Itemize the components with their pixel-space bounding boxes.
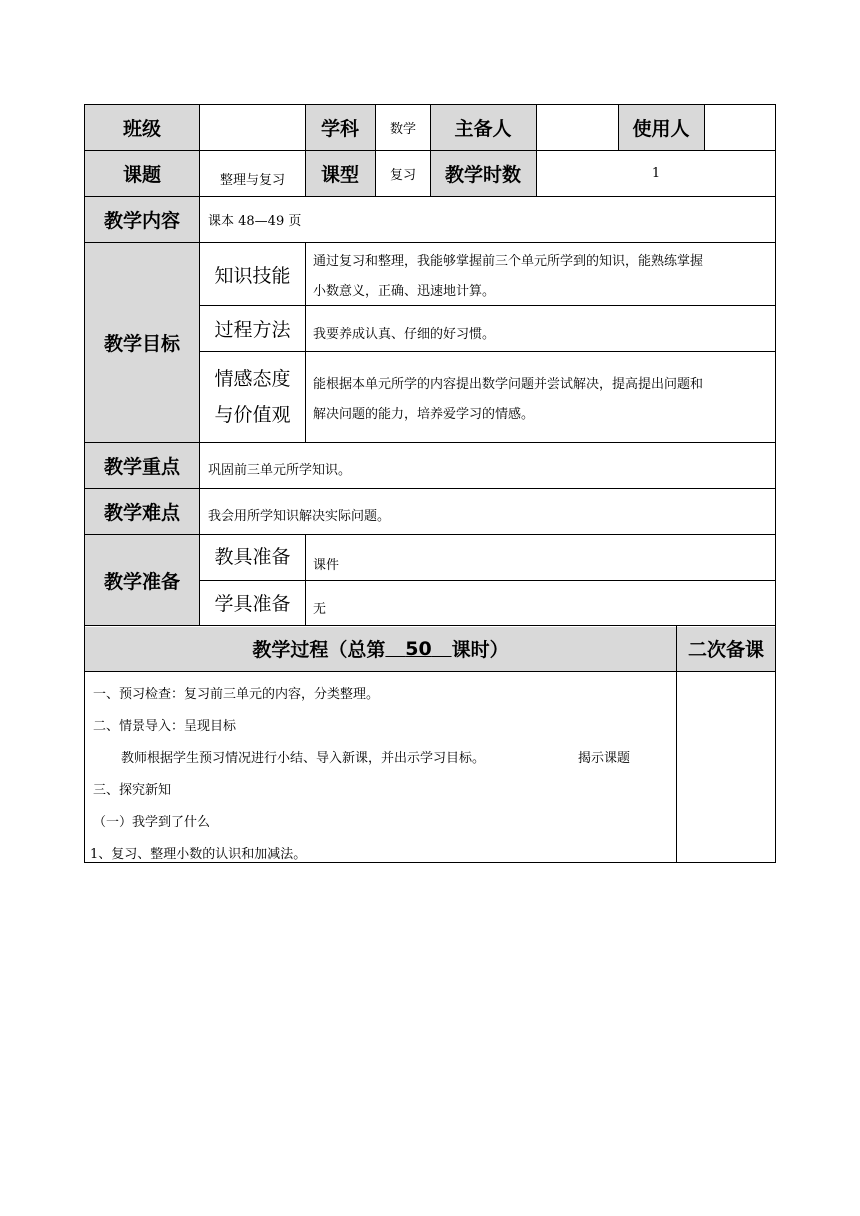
lesson-number-value: 50 [405, 637, 432, 660]
process-title [85, 626, 676, 671]
type-label: 课型 [320, 164, 359, 186]
process-line: 1、复习、整理小数的认识和加减法。 [90, 847, 307, 862]
subject-label: 学科 [320, 118, 359, 140]
col-divider [305, 242, 306, 442]
process-line: 揭示课题 [578, 751, 631, 766]
lesson-number [385, 638, 451, 660]
user-value [705, 105, 775, 150]
tools-value: 课件 [313, 558, 340, 573]
objectives-label: 教学目标 [103, 333, 180, 355]
process-line: 三、探究新知 [93, 783, 172, 798]
preparer-label: 主备人 [454, 118, 512, 140]
process-line: 一、预习检查：复习前三单元的内容，分类整理。 [93, 687, 380, 702]
emotion-label [200, 352, 305, 442]
emotion-text [313, 370, 773, 430]
process-method-label: 过程方法 [214, 319, 291, 341]
keypoint-label: 教学重点 [103, 456, 180, 478]
emotion-text-line: 能根据本单元所学的内容提出数学问题并尝试解决，提高提出问题和 [313, 377, 704, 392]
knowledge-label: 知识技能 [214, 264, 291, 287]
difficulty-label: 教学难点 [103, 502, 180, 524]
process-title-prefix: 教学过程（总第 [252, 639, 386, 661]
process-method-value: 我要养成认真、仔细的好习惯。 [313, 327, 496, 342]
student-tools-value: 无 [313, 602, 327, 617]
tools-label: 教具准备 [214, 546, 291, 568]
process-line: 教师根据学生预习情况进行小结、导入新课，并出示学习目标。 [121, 751, 486, 766]
topic-value: 整理与复习 [219, 173, 285, 188]
knowledge-text [313, 247, 773, 307]
preparation-label: 教学准备 [103, 570, 180, 593]
content-label: 教学内容 [103, 210, 180, 232]
emotion-text-line: 解决问题的能力，培养爱学习的情感。 [313, 407, 535, 422]
process-title-suffix: 课时） [451, 639, 509, 661]
row-divider [84, 671, 776, 672]
hours-label: 教学时数 [444, 164, 521, 186]
type-value: 复习 [389, 168, 416, 183]
keypoint-value: 巩固前三单元所学知识。 [208, 463, 352, 478]
difficulty-value: 我会用所学知识解决实际问题。 [208, 509, 391, 524]
preparer-value [537, 105, 618, 150]
class-label: 班级 [122, 118, 161, 140]
knowledge-text-line: 小数意义，正确、迅速地计算。 [313, 284, 496, 299]
class-value [200, 105, 305, 150]
emotion-label-line: 与价值观 [214, 404, 291, 426]
student-tools-label: 学具准备 [214, 593, 291, 615]
col-divider [305, 534, 306, 626]
content-value: 课本 48—49 页 [208, 214, 302, 229]
process-line: 二、情景导入：呈现目标 [93, 719, 237, 734]
topic-label: 课题 [122, 164, 161, 186]
process-line: （一）我学到了什么 [93, 815, 211, 830]
hours-value: 1 [651, 166, 661, 181]
second-prep-label: 二次备课 [687, 639, 764, 661]
emotion-label-line: 情感态度 [214, 368, 291, 390]
knowledge-text-line: 通过复习和整理，我能够掌握前三个单元所学到的知识，能熟练掌握 [313, 254, 704, 269]
user-label: 使用人 [632, 118, 690, 140]
subject-value: 数学 [389, 122, 416, 137]
